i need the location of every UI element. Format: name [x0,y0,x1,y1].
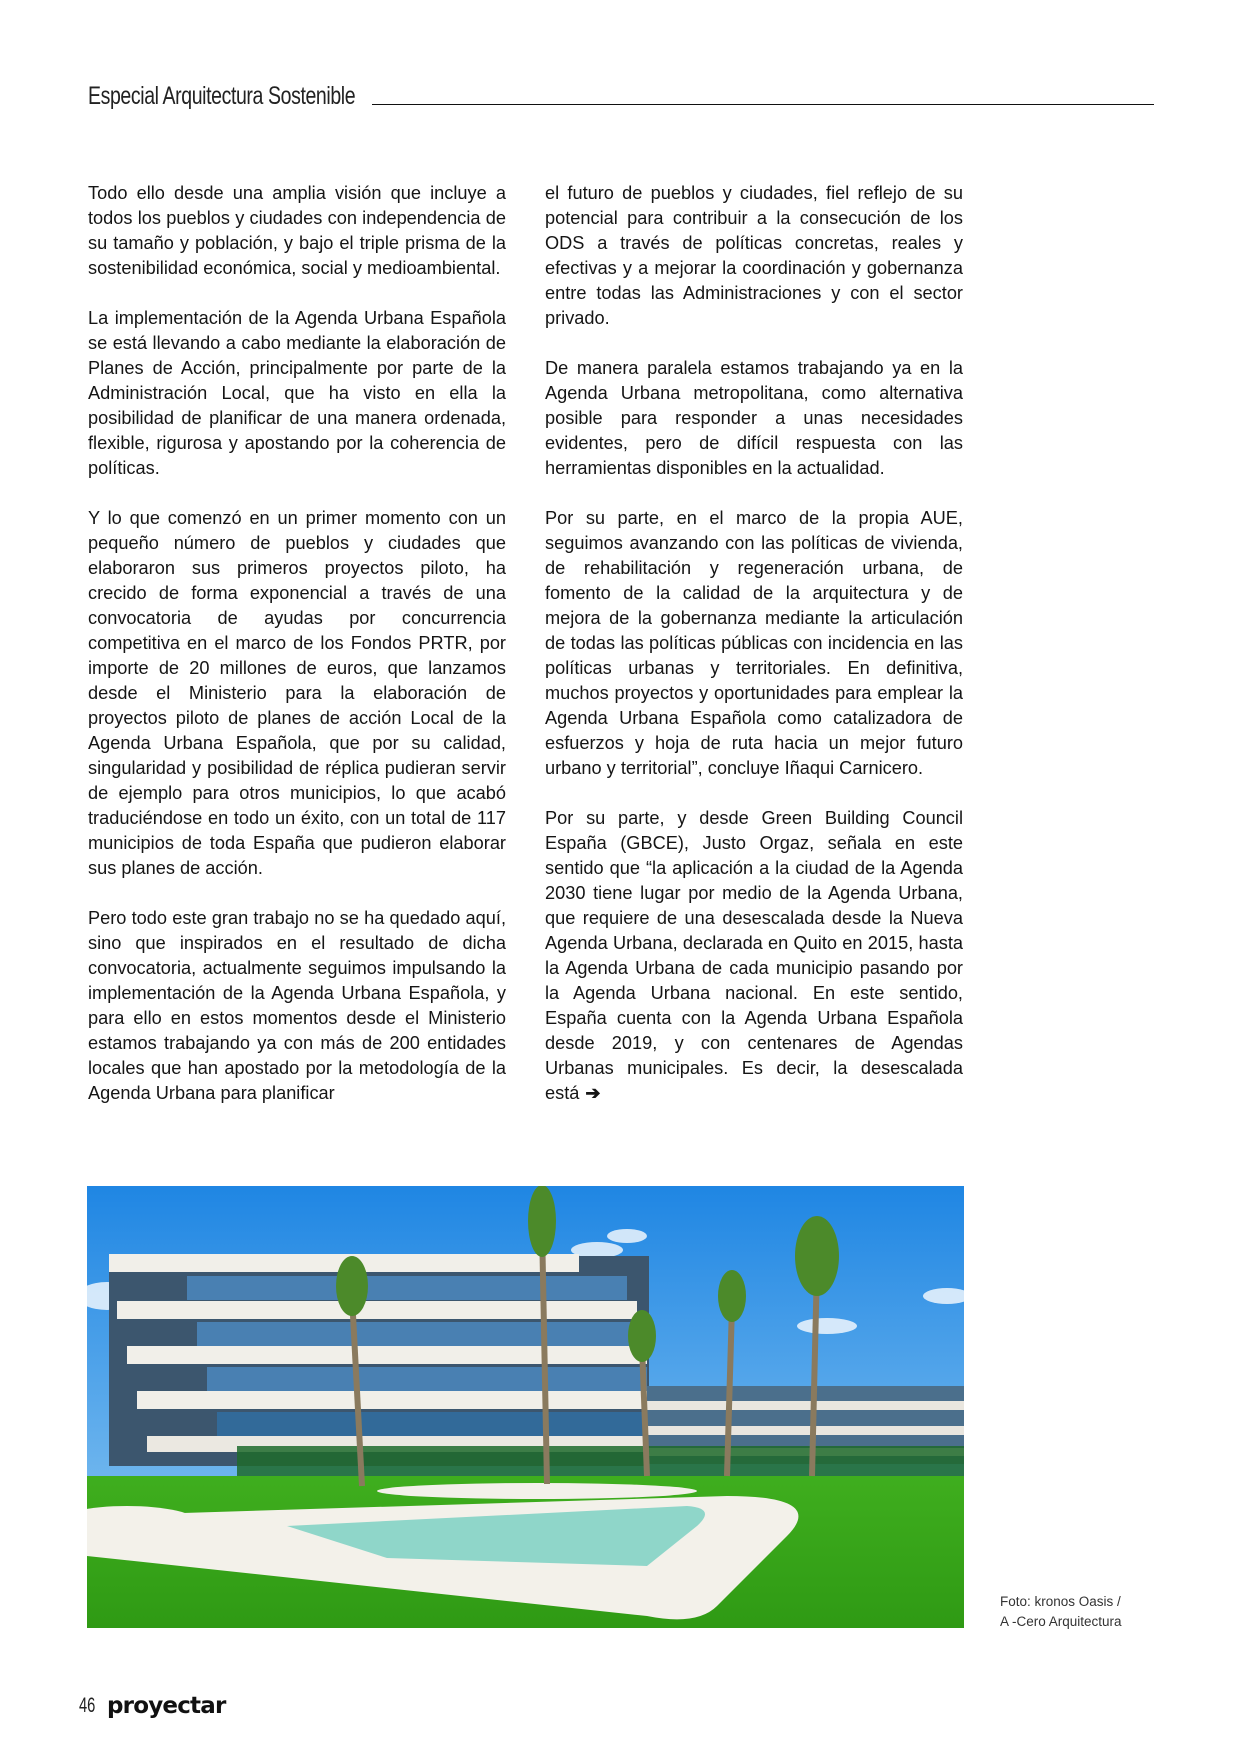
photo-caption [1000,1592,1122,1632]
paragraph-continues [545,806,963,1106]
photo-credit-line-1: Foto: kronos Oasis / [1000,1594,1121,1609]
section-title: Especial Arquitectura Sostenible [88,82,356,110]
paragraph: Todo ello desde una amplia visión que incluye a todos los pueblos y ciudades con independencia de su tamaño y población, y bajo el triple prisma de la sostenibilidad económica, social y medioambiental. [88,183,506,278]
main-building [109,1254,667,1466]
article-column-left [88,181,506,1131]
page-footer [79,1693,226,1723]
deck-back [377,1483,697,1499]
paragraph: Pero todo este gran trabajo no se ha quedado aquí, sino que inspirados en el resultado de dicha convocatoria, actualmente seguimos impulsando la implementación de la Agenda Urbana Española, y para ello en estos momentos desde el Ministerio estamos trabajando ya con más de 200 entidades locales que han apostado por la metodología de la Agenda Urbana para planificar [88,908,506,1103]
article-column-right [545,181,963,1131]
paragraph-text: Por su parte, y desde Green Building Council España (GBCE), Justo Orgaz, señala en este sentido que “la aplicación a la ciudad de la Agenda 2030 tiene lugar por medio de la Agenda Urbana, que requiere de una desescalada desde la Nueva Agenda Urbana, declarada en Quito en 2015, hasta la Agenda Urbana de cada municipio pasando por la Agenda Urbana nacional. En este sentido, España cuenta con la Agenda Urbana Española desde 2019, y con centenares de Agendas Urbanas municipales. Es decir, la desescalada está [545,808,963,1103]
arrow-right-icon: ➔ [585,1083,601,1103]
header-divider [372,104,1154,105]
paragraph: el futuro de pueblos y ciudades, fiel reflejo de su potencial para contribuir a la consecución de los ODS a través de políticas concretas, reales y efectivas y a mejorar la coordinación y gobernanza entre todas las Administraciones y con el sector privado. [545,183,963,328]
page-number: 46 [79,1694,96,1717]
building-photo-illustration [87,1186,964,1628]
running-header [88,78,1154,118]
paragraph: Y lo que comenzó en un primer momento con un pequeño número de pueblos y ciudades que elaboraron sus primeros proyectos piloto, ha crecido de forma exponencial a través de una convocatoria de ayudas por concurrencia competitiva en el marco de los Fondos PRTR, por importe de 20 millones de euros, que lanzamos desde el Ministerio para la elaboración de proyectos piloto de planes de acción Local de la Agenda Urbana Española, que por su calidad, singularidad y posibilidad de réplica pudieran servir de ejemplo para otros municipios, lo que acabó traduciéndose en todo un éxito, con un total de 117 municipios de toda España que pudieron elaborar sus planes de acción. [88,508,506,878]
magazine-logo: proyectar [107,1693,226,1719]
paragraph: De manera paralela estamos trabajando ya en la Agenda Urbana metropolitana, como alternativa posible para responder a unas necesidades evidentes, pero de difícil respuesta con las herramientas disponibles en la actualidad. [545,358,963,478]
photo-credit-line-2: A -Cero Arquitectura [1000,1614,1122,1629]
paragraph: La implementación de la Agenda Urbana Española se está llevando a cabo mediante la elaboración de Planes de Acción, principalmente por parte de la Administración Local, que ha visto en ella la posibilidad de planificar de una manera ordenada, flexible, rigurosa y apostando por la coherencia de políticas. [88,308,506,478]
article-photo [87,1186,964,1628]
paragraph: Por su parte, en el marco de la propia AUE, seguimos avanzando con las políticas de vivienda, de rehabilitación y regeneración urbana, de fomento de la calidad de la arquitectura y de mejora de la gobernanza mediante la articulación de todas las políticas públicas con incidencia en las políticas urbanas y territoriales. En definitiva, muchos proyectos y oportunidades para emplear la Agenda Urbana Española como catalizadora de esfuerzos y hoja de ruta hacia un mejor futuro urbano y territorial”, concluye Iñaqui Carnicero. [545,508,963,778]
